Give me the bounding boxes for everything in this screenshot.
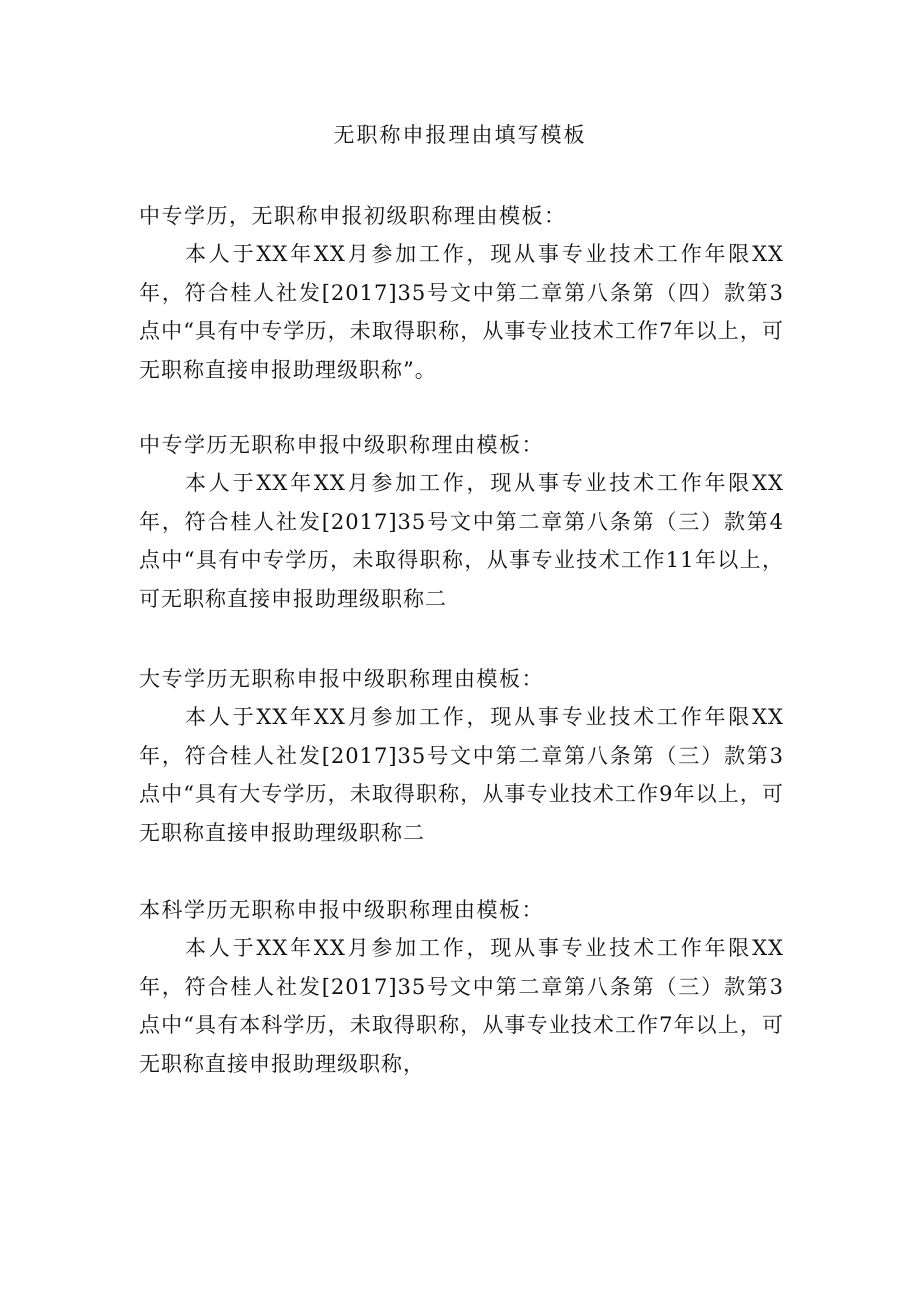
section-heading: 大专学历无职称申报中级职称理由模板： xyxy=(139,667,544,691)
section-college-intermediate xyxy=(139,660,784,852)
section-body: 本人于XX年XX月参加工作，现从事专业技术工作年限XX年，符合桂人社发[2017]35号文中第二章第八条第（三）款第3点中“具有大专学历，未取得职称，从事专业技术工作9年以上，可无职称直接申报助理级职称二 xyxy=(139,705,784,845)
section-heading: 本科学历无职称申报中级职称理由模板： xyxy=(139,898,544,922)
document-title: 无职称申报理由填写模板 xyxy=(333,123,587,147)
section-heading: 中专学历无职称申报中级职称理由模板： xyxy=(139,433,544,457)
section-bachelor-intermediate xyxy=(139,891,784,1083)
section-secondary-intermediate xyxy=(139,426,784,618)
section-body: 本人于XX年XX月参加工作，现从事专业技术工作年限XX年，符合桂人社发[2017]35号文中第二章第八条第（四）款第3点中“具有中专学历，未取得职称，从事专业技术工作7年以上，可无职称直接申报助理级职称”。 xyxy=(139,242,784,382)
section-body: 本人于XX年XX月参加工作，现从事专业技术工作年限XX年，符合桂人社发[2017]35号文中第二章第八条第（三）款第3点中“具有本科学历，未取得职称，从事专业技术工作7年以上，可无职称直接申报助理级职称， xyxy=(139,936,784,1076)
section-secondary-junior xyxy=(139,197,784,389)
section-body: 本人于XX年XX月参加工作，现从事专业技术工作年限XX年，符合桂人社发[2017]35号文中第二章第八条第（三）款第4点中“具有中专学历，未取得职称，从事专业技术工作11年以上，可无职称直接申报助理级职称二 xyxy=(139,471,784,611)
section-heading: 中专学历，无职称申报初级职称理由模板： xyxy=(139,204,567,228)
